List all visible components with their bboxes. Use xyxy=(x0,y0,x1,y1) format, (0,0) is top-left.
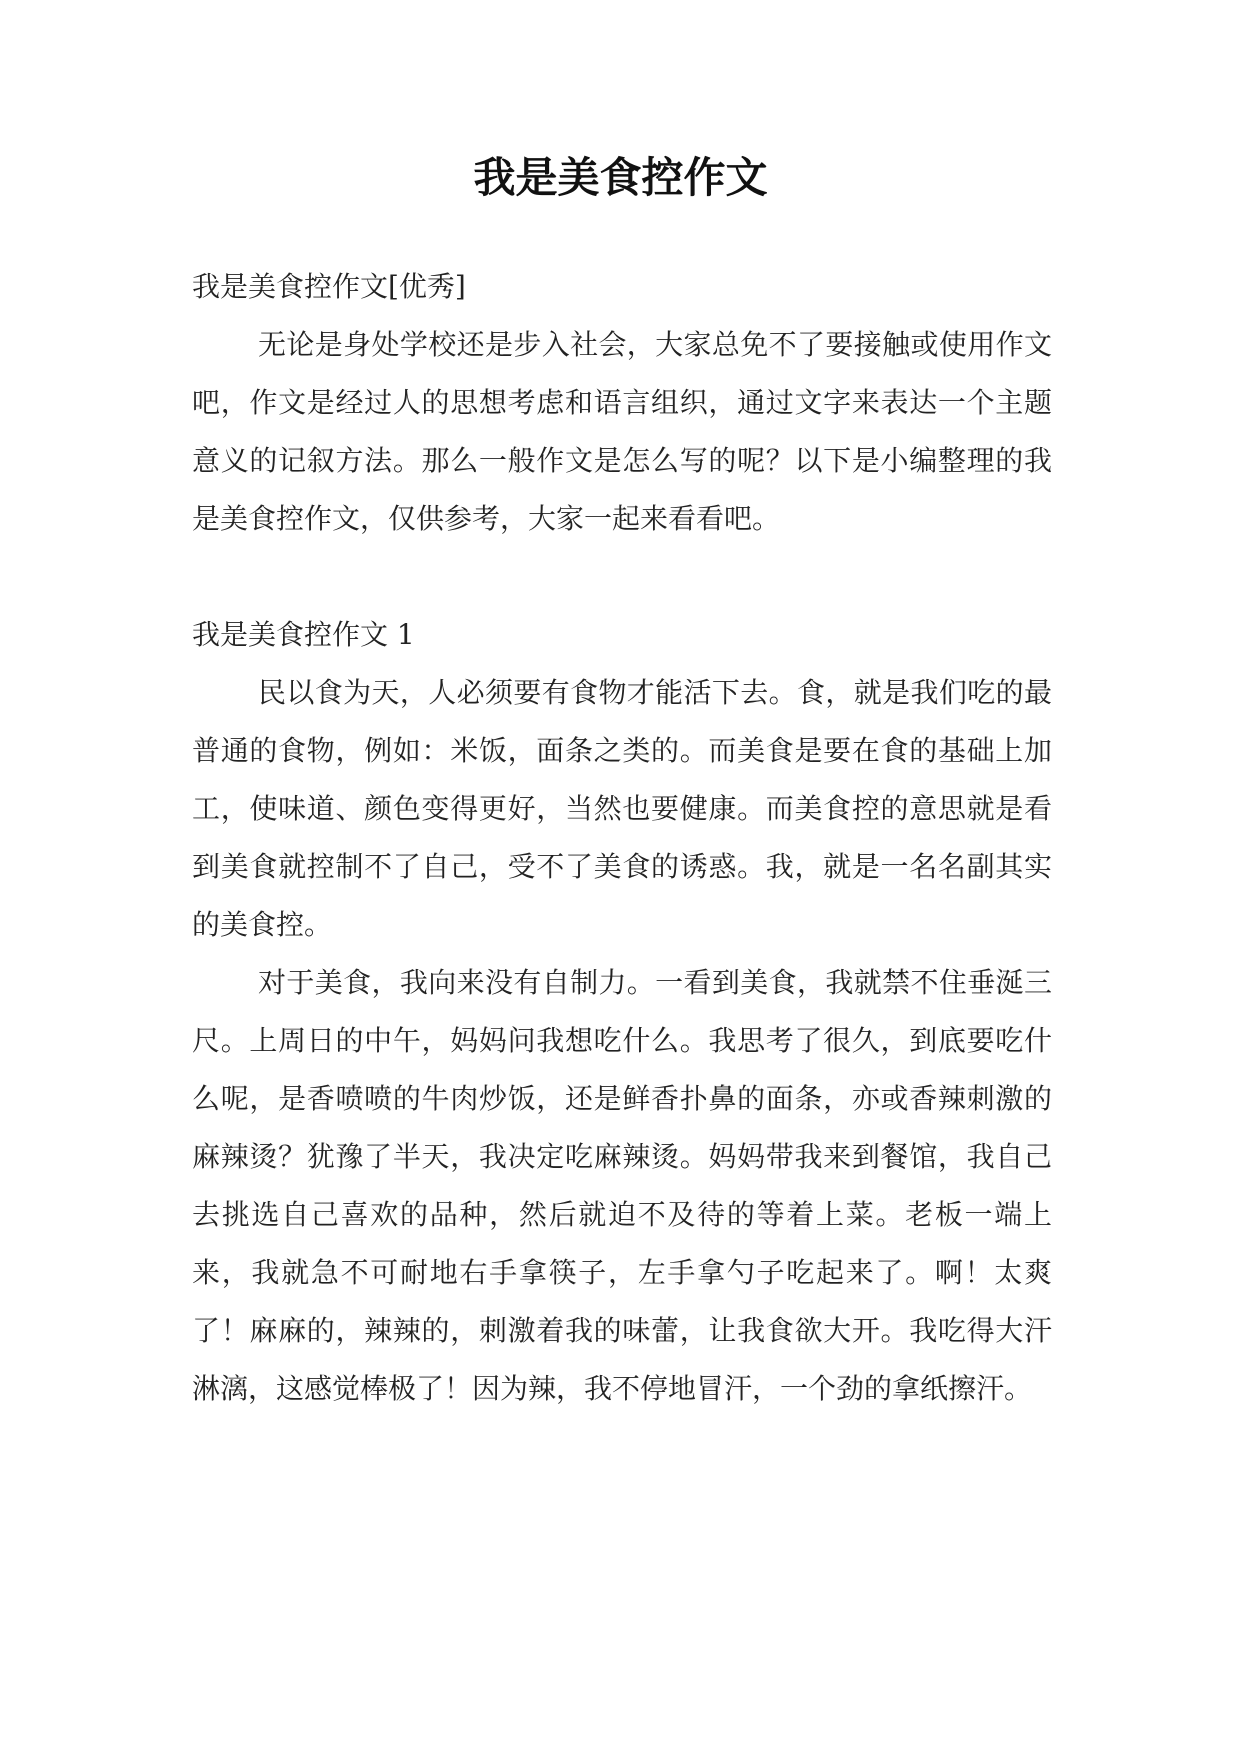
section-spacer xyxy=(192,548,1052,606)
document-subtitle: 我是美食控作文[优秀] xyxy=(192,270,466,303)
document-body xyxy=(192,258,1052,1418)
body-paragraph: 民以食为天，人必须要有食物才能活下去。食，就是我们吃的最普通的食物，例如：米饭，面条之类的。而美食是要在食的基础上加工，使味道、颜色变得更好，当然也要健康。而美食控的意思就是看到美食就控制不了自己，受不了美食的诱惑。我，就是一名名副其实的美食控。 xyxy=(192,676,1052,941)
section-heading: 我是美食控作文 1 xyxy=(192,618,415,651)
body-paragraph: 对于美食，我向来没有自制力。一看到美食，我就禁不住垂涎三尺。上周日的中午，妈妈问我想吃什么。我思考了很久，到底要吃什么呢，是香喷喷的牛肉炒饭，还是鲜香扑鼻的面条，亦或香辣刺激的麻辣烫？犹豫了半天，我决定吃麻辣烫。妈妈带我来到餐馆，我自己去挑选自己喜欢的品种，然后就迫不及待的等着上菜。老板一端上来，我就急不可耐地右手拿筷子，左手拿勺子吃起来了。啊！太爽了！麻麻的，辣辣的，刺激着我的味蕾，让我食欲大开。我吃得大汗淋漓，这感觉棒极了！因为辣，我不停地冒汗，一个劲的拿纸擦汗。 xyxy=(192,966,1052,1405)
document-title: 我是美食控作文 xyxy=(473,153,768,202)
intro-paragraph: 无论是身处学校还是步入社会，大家总免不了要接触或使用作文吧，作文是经过人的思想考虑和语言组织，通过文字来表达一个主题意义的记叙方法。那么一般作文是怎么写的呢？以下是小编整理的我是美食控作文，仅供参考，大家一起来看看吧。 xyxy=(192,328,1052,535)
